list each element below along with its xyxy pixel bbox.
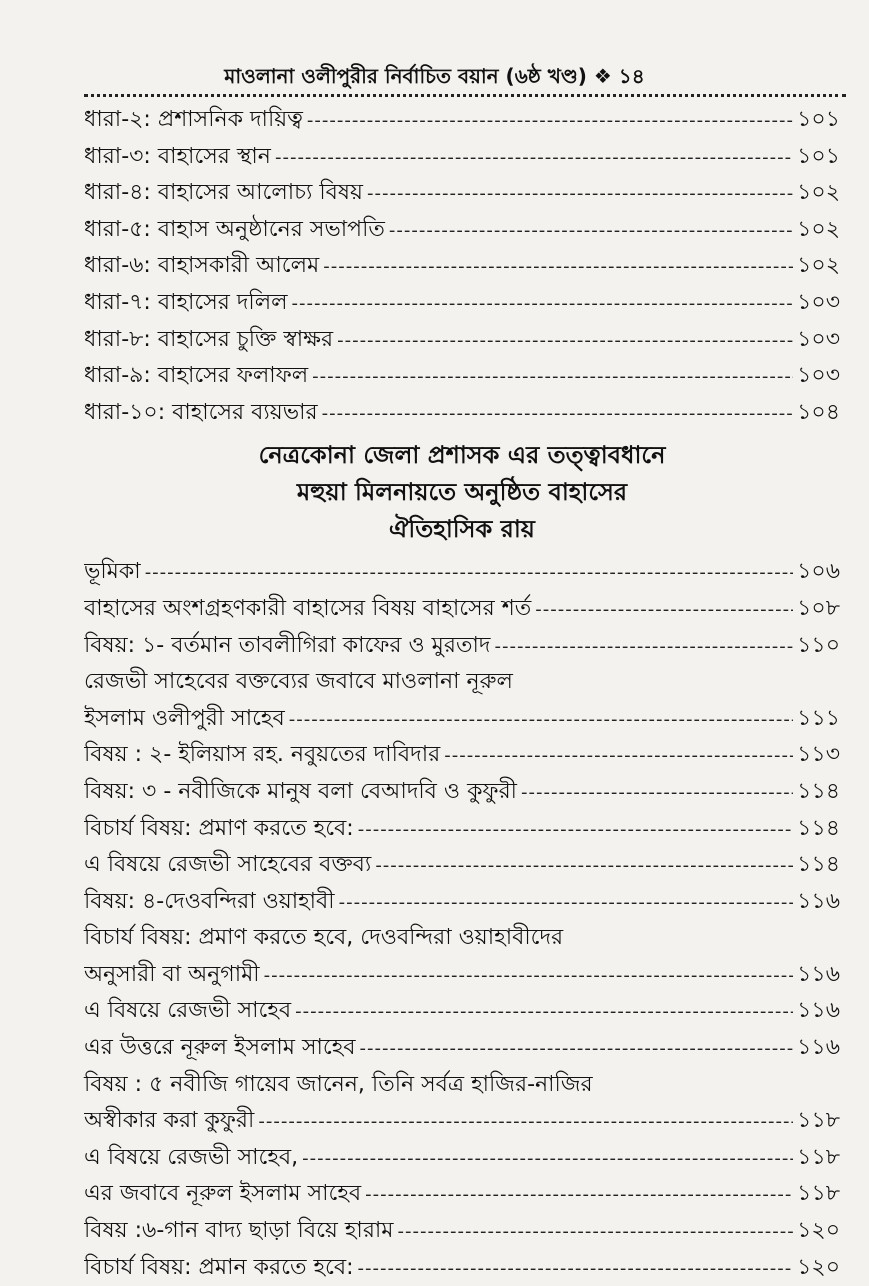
page-number: ১০১ xyxy=(797,107,840,132)
dot-leader xyxy=(302,1148,793,1169)
toc-entry-continued-line: বিচার্য বিষয়: প্রমাণ করতে হবে, দেওবন্দিরা ওয়াহাবীদের xyxy=(84,925,564,951)
page-number: ১০৬ xyxy=(797,559,840,585)
dot-leader xyxy=(535,599,793,620)
page-number: ১১৬ xyxy=(797,1035,840,1061)
section-heading: নেত্রকোনা জেলা প্রশাসক এর তত্ত্বাবধানে xyxy=(258,441,666,470)
toc-entry: ধারা-৭: বাহাসের দলিল ----- ১০৩ xyxy=(84,285,840,322)
dot-leader xyxy=(289,709,793,730)
dot-leader xyxy=(312,366,793,387)
page-number: ১০২ xyxy=(797,180,840,206)
dot-leader xyxy=(444,745,793,766)
dot-leader xyxy=(358,819,793,840)
toc-entry: বাহাসের অংশগ্রহণকারী বাহাসের বিষয় বাহাসের শর্ত ----- ১০৮ xyxy=(84,591,840,628)
toc-entry: ধারা-২: প্রশাসনিক দায়িত্ব ----- ১০১ xyxy=(84,102,840,139)
toc-entry: বিষয় : ২- ইলিয়াস রহ. নবুয়তের দাবিদার ----- ১১৩ xyxy=(84,737,840,774)
toc-entry: ধারা-১০: বাহাসের ব্যয়ভার ----- ১০৪ xyxy=(84,395,840,432)
page-number: ১১৪ xyxy=(797,852,840,878)
page-number: ১১০ xyxy=(797,632,840,658)
toc-entry: ধারা-৩: বাহাসের স্থান ----- ১০১ xyxy=(84,139,840,176)
page-number: ১০১ xyxy=(797,143,840,169)
page-number: ১২০ xyxy=(797,1254,840,1280)
page-number: ১০২ xyxy=(797,216,840,242)
toc-entry: ধারা-৮: বাহাসের চুক্তি স্বাক্ষর ----- ১০৩ xyxy=(84,322,840,359)
page-number: ১১৮ xyxy=(797,1181,840,1207)
dot-leader xyxy=(358,1258,794,1279)
page-number: ১০৩ xyxy=(797,326,840,352)
dot-leader xyxy=(337,330,793,351)
dot-leader xyxy=(307,110,793,131)
toc-entry: ধারা-৪: বাহাসের আলোচ্য বিষয় ----- ১০২ xyxy=(84,175,840,212)
toc-entry: এ বিষয়ে রেজভী সাহেবের বক্তব্য ----- ১১৪ xyxy=(84,847,840,884)
running-header: মাওলানা ওলীপুরীর নির্বাচিত বয়ান (৬ষ্ঠ খণ্ড) ❖ ১৪ xyxy=(224,64,645,88)
toc-entry: ইসলাম ওলীপুরী সাহেব ----- ১১১ xyxy=(84,701,840,738)
page-number: ১১৩ xyxy=(797,742,840,768)
toc-entry: বিষয়: ৩ - নবীজিকে মানুষ বলা বেআদবি ও কুফুরী ----- ১১৪ xyxy=(84,774,840,811)
dot-leader xyxy=(365,1184,793,1205)
header-dotted-rule xyxy=(84,94,846,97)
page-number: ১১৪ xyxy=(797,778,840,804)
page-number: ১০৪ xyxy=(797,399,840,425)
page-number: ১১১ xyxy=(797,705,840,731)
toc-entry: ধারা-৫: বাহাস অনুষ্ঠানের সভাপতি ----- ১০২ xyxy=(84,212,840,249)
toc-entry: ধারা-৬: বাহাসকারী আলেম ----- ১০২ xyxy=(84,248,840,285)
dot-leader xyxy=(145,562,793,583)
toc-entry: এর জবাবে নূরুল ইসলাম সাহেব ----- ১১৮ xyxy=(84,1176,840,1213)
dot-leader xyxy=(275,147,793,168)
dot-leader xyxy=(339,892,794,913)
toc-entry: এ বিষয়ে রেজভী সাহেব ----- ১১৬ xyxy=(84,993,840,1030)
dot-leader xyxy=(375,855,793,876)
dot-leader xyxy=(323,256,793,277)
dot-leader xyxy=(389,220,793,241)
dot-leader xyxy=(264,965,794,986)
page-number: ১১৬ xyxy=(797,961,840,987)
toc-entry-continued-line: বিষয় : ৫ নবীজি গায়েব জানেন, তিনি সর্বত্র হাজির-নাজির xyxy=(84,1071,593,1097)
dot-leader xyxy=(398,1221,794,1242)
page-number: ১১৬ xyxy=(797,888,840,914)
toc-entry: অস্বীকার করা কুফুরী ----- ১১৮ xyxy=(84,1103,840,1140)
toc-entry: এ বিষয়ে রেজভী সাহেব, ----- ১১৮ xyxy=(84,1140,840,1177)
section-heading: মহুয়া মিলনায়তে অনুষ্ঠিত বাহাসের xyxy=(296,478,628,507)
dot-leader xyxy=(360,1038,794,1059)
section-heading: ঐতিহাসিক রায় xyxy=(389,515,535,544)
page-number: ১০৩ xyxy=(797,289,840,315)
toc-entry: বিষয়: ৪-দেওবন্দিরা ওয়াহাবী ----- ১১৬ xyxy=(84,884,840,921)
page-number: ১০৩ xyxy=(797,363,840,389)
dot-leader xyxy=(295,1001,793,1022)
page-number: ১১৪ xyxy=(797,815,840,841)
toc-entry: ভূমিকা ----- ১০৬ xyxy=(84,554,840,591)
table-of-contents xyxy=(84,102,840,1286)
toc-entry: অনুসারী বা অনুগামী ----- ১১৬ xyxy=(84,957,840,994)
toc-entry: এর উত্তরে নূরুল ইসলাম সাহেব ----- ১১৬ xyxy=(84,1030,840,1067)
page-number: ১২০ xyxy=(797,1218,840,1244)
dot-leader xyxy=(367,183,793,204)
dot-leader xyxy=(521,782,793,803)
toc-entry: বিষয় :৬-গান বাদ্য ছাড়া বিয়ে হারাম ----- ১২০ xyxy=(84,1213,840,1250)
toc-entry: ধারা-৯: বাহাসের ফলাফল ----- ১০৩ xyxy=(84,358,840,395)
dot-leader xyxy=(258,1111,793,1132)
toc-entry: বিচার্য বিষয়: প্রমান করতে হবে: ----- ১২০ xyxy=(84,1250,840,1286)
page-number: ১১৮ xyxy=(797,1108,840,1134)
toc-entry: বিচার্য বিষয়: প্রমাণ করতে হবে: ----- ১১৪ xyxy=(84,811,840,848)
page-number: ১০২ xyxy=(797,253,840,279)
page-number: ১১৮ xyxy=(797,1144,840,1170)
dot-leader xyxy=(322,403,794,424)
toc-entry-continued-line: রেজভী সাহেবের বক্তব্যের জবাবে মাওলানা নূরুল xyxy=(84,669,513,695)
dot-leader xyxy=(494,636,793,657)
dot-leader xyxy=(292,293,794,314)
toc-entry: বিষয়: ১- বর্তমান তাবলীগিরা কাফের ও মুরতাদ ----- ১১০ xyxy=(84,628,840,665)
page-number: ১১৬ xyxy=(797,998,840,1024)
page-number: ১০৮ xyxy=(797,595,840,621)
